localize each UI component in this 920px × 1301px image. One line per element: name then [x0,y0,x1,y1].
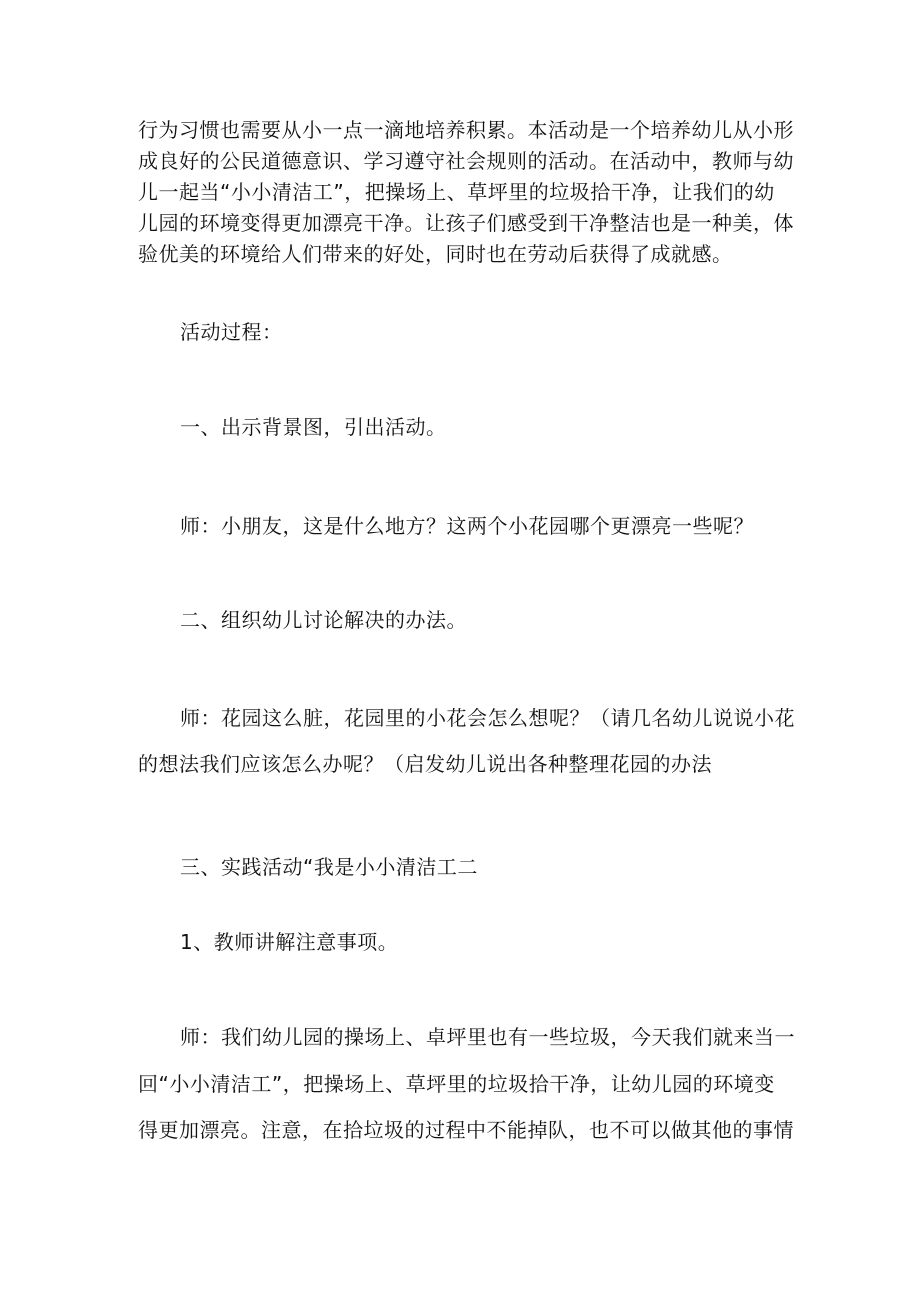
step1-heading: 一、出示背景图，引出活动。 [180,415,447,439]
step2-teacher-line-2: 的想法我们应该怎么办呢？（启发幼儿说出各种整理花园的办法 [138,752,712,776]
process-heading: 活动过程： [180,320,283,344]
intro-line-3: 儿一起当“小小清洁工”，把操场上、草坪里的垃圾拾干净，让我们的幼 [138,180,775,204]
intro-line-5: 验优美的环境给人们带来的好处，同时也在劳动后获得了成就感。 [138,242,733,266]
step1-teacher-text: 师：小朋友，这是什么地方？这两个小花园哪个更漂亮一些呢？ [180,514,754,538]
intro-line-2: 成良好的公民道德意识、学习遵守社会规则的活动。在活动中，教师与幼 [138,149,794,173]
step3-teacher-line-1: 师：我们幼儿园的操场上、卓坪里也有一些垃圾，今天我们就来当一 [180,1025,795,1049]
step2-heading: 二、组织幼儿讨论解决的办法。 [180,608,467,632]
intro-line-1: 行为习惯也需要从小一点一滴地培养积累。本活动是一个培养幼儿从小形 [138,118,794,142]
step3-heading: 三、实践活动“我是小小清洁工二 [180,855,478,879]
step2-teacher-line-1: 师：花园这么脏，花园里的小花会怎么想呢？（请几名幼儿说说小花 [180,706,795,730]
step3-teacher-line-2: 回“小小清洁工”，把操场上、草坪里的垃圾拾干净，让幼儿园的环境变 [138,1072,775,1096]
intro-line-4: 儿园的环境变得更加漂亮干净。让孩子们感受到干净整洁也是一种美，体 [138,211,794,235]
step3-teacher-line-3: 得更加漂亮。注意，在拾垃圾的过程中不能掉队，也不可以做其他的事情 [138,1118,794,1142]
step3-sub1: 1、教师讲解注意事项。 [180,930,399,954]
